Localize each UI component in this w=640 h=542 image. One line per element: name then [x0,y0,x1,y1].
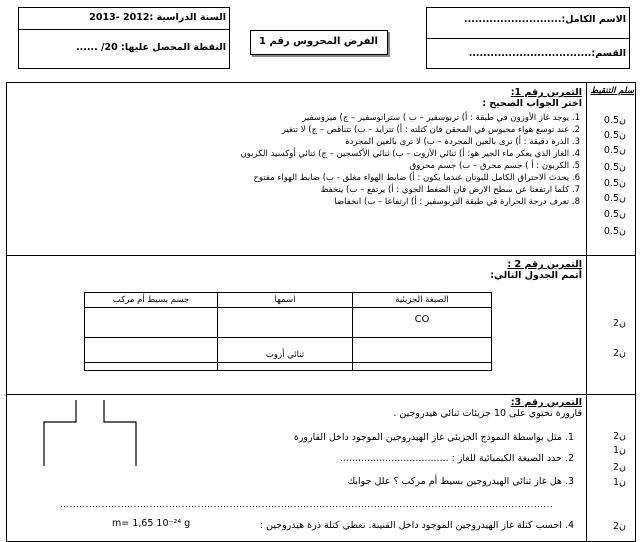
exercise-1-item: 1. يوجد غاز الأوزون في طبقة : أ) تربوسفير – ب ) ستراتوسفير – ج) ميزوسفير [302,113,580,123]
score-value: 0.5ن [603,115,626,126]
score-value: 1ن [612,477,626,488]
cell-type[interactable] [85,308,218,338]
scale-column-divider [586,82,587,542]
score-value: 0.5ن [603,162,626,173]
section-divider [6,255,636,256]
section-divider [6,394,636,395]
table-row [85,308,492,338]
exercise-3-question: 1. مثل بواسطة النموذج الجزيئي غاز الهيدروجين الموجود داخل القارورة [293,432,574,443]
exercise-1-item: 8. تعرف درجة الحرارة في طبقة التربوسفير : أ) ارتفاعا – ب) انخفاضا [334,197,580,207]
col-header-formula: الصيغة الجزيئية [353,293,492,308]
exercise-1-item: 5. الكربون : أ ) جسم محرق – ب) جسم محروق [409,161,580,171]
completion-table [84,292,492,363]
table-extension-bottom [84,370,492,371]
table-extension-mid1 [217,354,218,370]
bottle-drawing [40,398,150,468]
score-value: 2ن [612,348,626,359]
score-value: 1ن [612,445,626,456]
exercise-1-item: 3. الذرة دقيقة : أ) ترى بالعين المجردة – ب) لا ترى بالعين المجردة [345,137,580,147]
score-value: 0.5ن [603,178,626,189]
col-header-type: جسم بسيط أم مركب [85,293,218,308]
answer-dots[interactable]: .......................................................................................................................................................... [60,500,554,510]
table-header-row [85,293,492,308]
cell-formula: CO [353,308,492,338]
score-value: 2ن [612,318,626,329]
exercise-1-title: التمرين رقم 1: [510,87,582,98]
header-right-divider [426,38,630,39]
obtained-score: النقطة المحصل عليها: 20/ ...... [76,42,226,53]
score-value: 0.5ن [603,193,626,204]
score-value: 2ن [612,431,626,442]
hydrogen-mass: m= 1,65 10⁻²⁴ g [112,518,191,529]
cell-type[interactable] [85,338,218,363]
exercise-2-instruction: أتمم الجدول التالي: [490,270,582,281]
header-left-divider [18,29,230,30]
cell-name: ثنائي أزوت [218,338,353,363]
exercise-1-item: 7. كلما ارتفعنا عن سطح الارض فان الضغط الجوي : أ) يرتفع – ب) ينخفظ [320,185,580,195]
exercise-1-item: 4. الغاز الذي يعكر ماء الجير هو: أ) ثنائي الأزوت – ب) ثنائي الأكسجين – ج) ثنائي أوكسيد الكربون [240,149,580,159]
exercise-1-item: 6. يحدث الاحتراق الكامل للبوتان عندما يكون : أ) ضابط الهواء مغلق - ب) ضابط الهواء مفتوح [253,173,580,183]
score-value: 0.5ن [603,145,626,156]
scale-column-title: سلم التنقيط [590,86,634,96]
score-value: 0.5ن [603,130,626,141]
cell-name[interactable] [218,308,353,338]
class-section-field[interactable]: القسم:.................................. [468,48,626,59]
exercise-2-title: التمرين رقم 2 : [507,259,582,270]
score-value: 2ن [612,462,626,473]
exercise-1-item: 2. عند توسع هواء محبوس في المحقن فان كتلته : أ) تتزايد – ب) تتناقص – ج) لا تتغير [281,125,580,135]
score-value: 0.5ن [603,226,626,237]
table-extension-left [84,354,85,370]
exam-title: الفرض المحروس رقم 1 [259,36,378,47]
table-row [85,338,492,363]
table-extension-mid2 [352,354,353,370]
col-header-name: اسمها [218,293,353,308]
exercise-3-question: 2. حدد الصيغة الكيميائية للغاز : .................................... [339,453,574,464]
cell-formula[interactable] [353,338,492,363]
student-name-field[interactable]: الاسم الكامل:........................... [464,14,626,25]
exercise-3-question: 4. احسب كتلة غاز الهيدروجين الموجود داخل القنينة. نعطي كتلة ذرة هيدروجين : [259,520,574,531]
exercise-3-intro: قارورة تحتوي على 10 جزيئات ثنائي هيدروجين . [393,408,582,419]
table-extension-right [491,354,492,370]
exercise-1-instruction: اختر الجواب الصحيح : [482,98,582,109]
exercise-3-question: 3. هل غاز ثنائي الهيدروجين بسيط أم مركب ؟ علل جوابك [347,476,574,487]
score-value: 2ن [612,521,626,532]
exercise-3-title: التمرين رقم 3: [510,397,582,408]
school-year: السنة الدراسية :2012 -2013 [89,12,226,23]
score-value: 0.5ن [603,209,626,220]
